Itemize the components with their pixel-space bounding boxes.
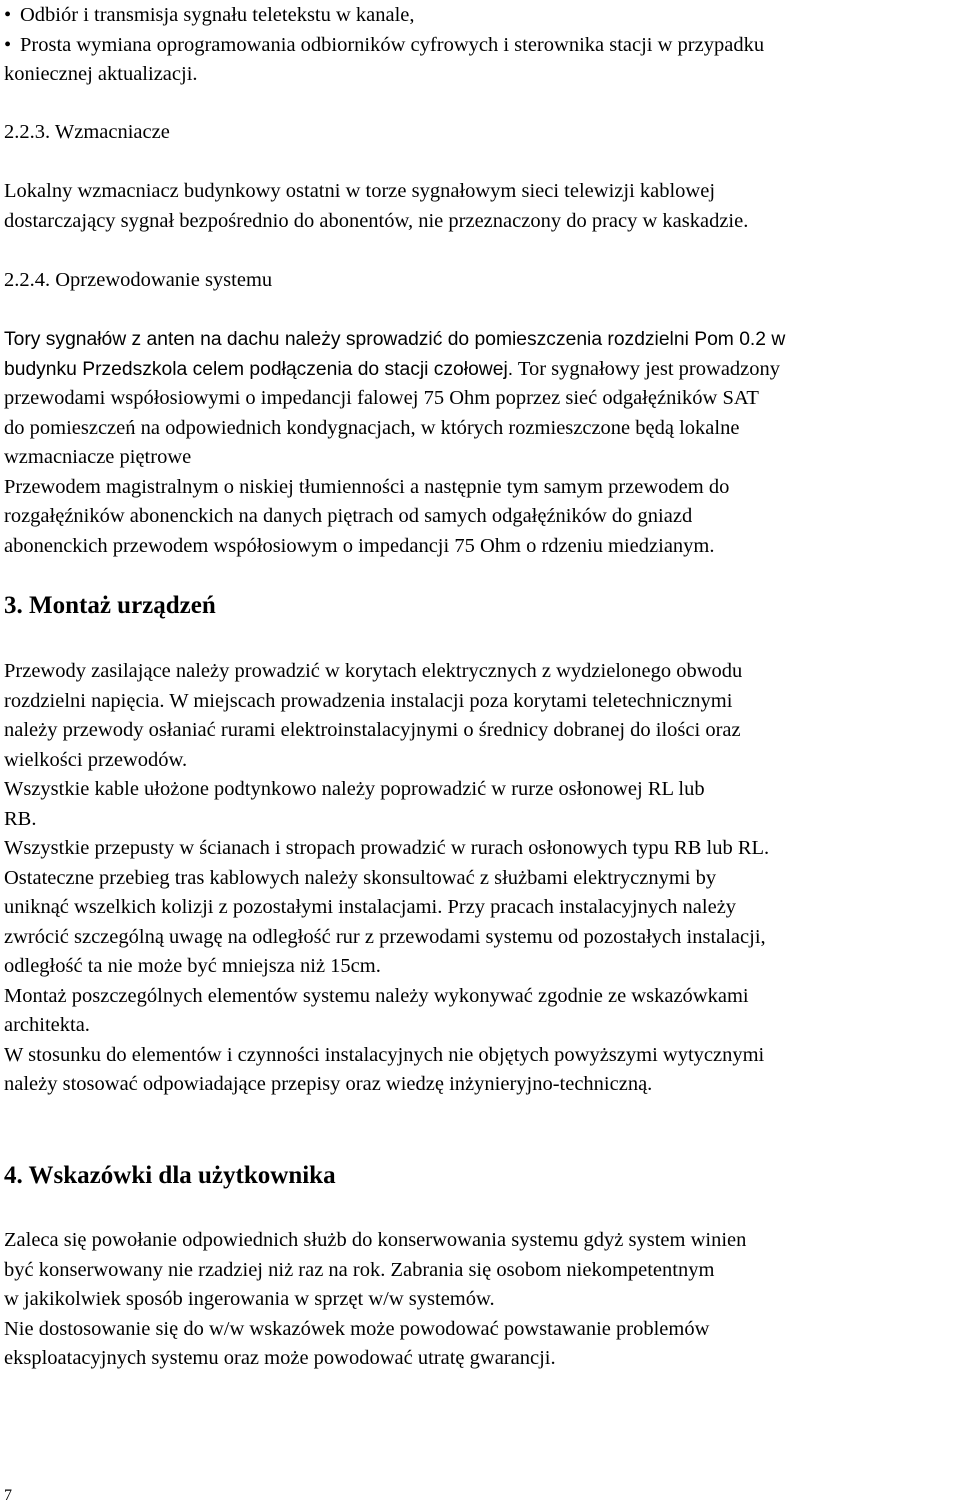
paragraph-line: eksploatacyjnych systemu oraz może powodować utratę gwarancji. [4,1347,556,1369]
paragraph-line: być konserwowany nie rzadziej niż raz na rok. Zabrania się osobom niekompetentnym [4,1258,715,1281]
paragraph-line: Nie dostosowanie się do w/w wskazówek może powodować powstawanie problemów [4,1317,710,1340]
paragraph-223 [4,177,956,236]
section-heading-3 [4,590,956,622]
paragraph-line: Montaż poszczególnych elementów systemu należy wykonywać zgodnie ze wskazówkami [4,984,749,1007]
bullet-icon: • [4,4,12,26]
section-heading-4 [4,1160,956,1192]
paragraph-line: uniknąć wszelkich kolizji z pozostałymi instalacjami. Przy pracach instalacyjnych należy [4,896,737,918]
list-item [4,1,956,31]
paragraph-line: rozgałęźników abonenckich na danych piętrach od samych odgałęźników do gniazd [4,505,693,527]
paragraph-224 [4,325,956,561]
section-heading: 4. Wskazówki dla użytkownika [4,1162,336,1189]
section-heading: 3. Montaż urządzeń [4,592,216,619]
paragraph-line: abonenckich przewodem współosiowym o impedancji 75 Ohm o rdzeniu miedzianym. [4,534,715,557]
paragraph-line: dostarczający sygnał bezpośrednio do abonentów, nie przeznaczony do pracy w kaskadzie. [4,209,749,232]
paragraph-line: Zaleca się powołanie odpowiednich służb do konserwowania systemu gdyż system winien [4,1229,747,1251]
paragraph-line: architekta. [4,1014,90,1036]
subsection-heading-223 [4,118,956,148]
page-number: 7 [4,1487,12,1504]
paragraph-line: przewodami współosiowymi o impedancji falowej 75 Ohm poprzez sieć odgałęźników SAT [4,387,759,409]
list-item [4,31,956,61]
bullet-continuation: koniecznej aktualizacji. [4,63,198,85]
subsection-heading-224 [4,266,956,296]
paragraph-line: Lokalny wzmacniacz budynkowy ostatni w torze sygnałowym sieci telewizji kablowej [4,180,716,202]
paragraph-line-tail: Tor sygnałowy jest prowadzony [513,357,781,380]
paragraph-line: rozdzielni napięcia. W miejscach prowadzenia instalacji poza korytami teletechnicznymi [4,689,733,712]
paragraph-line: Tory sygnałów z anten na dachu należy sprowadzić do pomieszczenia rozdzielni Pom 0.2 w [4,329,786,350]
paragraph-line: Ostateczne przebieg tras kablowych należy skonsultować z służbami elektrycznymi by [4,866,717,889]
paragraph-3 [4,657,956,1100]
bullet-text: Prosta wymiana oprogramowania odbiorników cyfrowych i sterownika stacji w przypadku [20,33,765,56]
paragraph-line: Przewody zasilające należy prowadzić w korytach elektrycznych z wydzielonego obwodu [4,660,743,682]
paragraph-line: zwrócić szczególną uwagę na odległość rur z przewodami systemu od pozostałych instalacji, [4,925,766,948]
paragraph-line [4,355,956,385]
paragraph-line: należy przewody osłaniać rurami elektroinstalacyjnymi o średnicy dobranej do ilości oraz [4,719,741,741]
paragraph-line-sans: budynku Przedszkola celem podłączenia do stacji czołowej. [4,358,514,380]
paragraph-line: odległość ta nie może być mniejsza niż 15cm. [4,955,381,977]
paragraph-line: W stosunku do elementów i czynności instalacyjnych nie objętych powyższymi wytycznymi [4,1043,765,1066]
paragraph-line: Przewodem magistralnym o niskiej tłumienności a następnie tym samym przewodem do [4,475,730,498]
paragraph-line: RB. [4,807,37,830]
paragraph-line: do pomieszczeń na odpowiednich kondygnacjach, w których rozmieszczone będą lokalne [4,416,740,439]
paragraph-line: Wszystkie przepusty w ścianach i stropach prowadzić w rurach osłonowych typu RB lub RL. [4,837,770,859]
paragraph-line: w jakikolwiek sposób ingerowania w sprzęt w/w systemów. [4,1288,495,1310]
paragraph-4 [4,1226,956,1374]
paragraph-line: wzmacniacze piętrowe [4,446,192,468]
section-heading: 2.2.3. Wzmacniacze [4,121,170,143]
section-heading: 2.2.4. Oprzewodowanie systemu [4,269,273,291]
paragraph-line: wielkości przewodów. [4,748,188,771]
bullet-icon: • [4,33,12,56]
bullet-text: Odbiór i transmisja sygnału teletekstu w kanale, [20,4,415,26]
bullet-list [4,1,956,90]
paragraph-line: należy stosować odpowiadające przepisy oraz wiedzę inżynieryjno-techniczną. [4,1073,653,1095]
paragraph-line: Wszystkie kable ułożone podtynkowo należy poprowadzić w rurze osłonowej RL lub [4,778,705,800]
